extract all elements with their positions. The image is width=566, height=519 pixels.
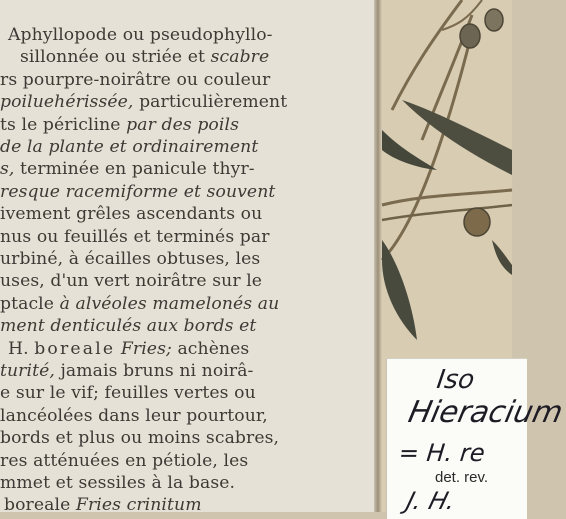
- book-text-segment: turité,: [0, 361, 55, 381]
- book-text-segment: sillonnée ou striée et: [20, 47, 211, 68]
- plant-stem: [382, 190, 512, 205]
- book-text-line: [4, 494, 202, 516]
- plant-leaf: [382, 130, 437, 170]
- book-text-segment: Fries crinitum: [75, 495, 202, 516]
- book-text-segment: lancéolées dans leur pourtour,: [0, 405, 268, 426]
- book-text-segment: rs pourpre-noirâtre ou couleur: [0, 69, 271, 90]
- book-text-line: [0, 158, 255, 180]
- book-text-segment: H.: [8, 338, 35, 359]
- book-text-line: [0, 270, 262, 292]
- book-text-line: [0, 181, 275, 203]
- book-text-segment: nus ou feuillés et terminés par: [0, 226, 270, 247]
- specimen-number: Iso: [434, 365, 477, 395]
- book-text-segment: terminée en panicule thyr-: [14, 159, 255, 180]
- book-text-segment: boreale: [34, 338, 116, 359]
- determiner-signature: J. H.: [403, 487, 459, 515]
- book-text-line: [0, 69, 270, 91]
- book-text-line: [0, 472, 235, 494]
- flower-head: [464, 208, 490, 236]
- specimen-genus: Hieracium: [405, 395, 566, 430]
- book-text-line: [0, 293, 279, 315]
- book-text-line: [8, 24, 273, 46]
- book-text-line: [0, 226, 270, 248]
- book-text-segment: particulièrement: [133, 92, 288, 113]
- book-text-line: [0, 315, 256, 337]
- book-text-segment: scabre: [210, 47, 270, 68]
- book-text-segment: bords et plus ou moins scabres,: [0, 428, 280, 449]
- book-text-segment: ivement grêles ascendants ou: [0, 204, 263, 225]
- book-text-line: [0, 360, 253, 382]
- book-text-segment: à alvéoles mamelonés au: [59, 293, 280, 314]
- page-fold: [374, 0, 382, 512]
- flower-head: [485, 9, 503, 31]
- book-text-line: [0, 427, 279, 449]
- book-text-segment: jamais bruns ni noirâ-: [54, 361, 254, 381]
- book-text-segment: ment denticulés aux bords et: [0, 316, 257, 337]
- plant-stem: [392, 0, 462, 110]
- book-text-line: [0, 382, 256, 404]
- book-text-segment: Aphyllopode ou pseudophyllo-: [8, 25, 273, 45]
- book-text-segment: e sur le vif; feuilles vertes ou: [0, 383, 256, 404]
- book-text-segment: mmet et sessiles à la base.: [0, 473, 236, 493]
- plant-leaf: [382, 240, 417, 340]
- book-text-line: [0, 114, 239, 136]
- book-text-line: [0, 136, 258, 158]
- book-text-segment: ptacle: [0, 293, 60, 314]
- book-text-line: [0, 91, 287, 113]
- book-text-segment: Fries;: [120, 338, 172, 359]
- book-text-segment: ts le péricline: [0, 114, 127, 135]
- book-text-segment: res atténuées en pétiole, les: [0, 450, 249, 471]
- specimen-species: = H. re: [397, 439, 487, 467]
- book-text-segment: poiluehérissée,: [0, 92, 134, 113]
- book-text-segment: achènes: [171, 338, 250, 359]
- book-text-line: [0, 450, 248, 472]
- det-rev-label: det. rev.: [435, 469, 489, 486]
- book-text-line: [8, 338, 249, 360]
- book-text-segment: de la plante et ordinairement: [0, 137, 259, 157]
- book-text-line: [0, 405, 268, 427]
- plant-stem: [382, 205, 512, 220]
- book-text-line: [0, 248, 260, 270]
- book-text-segment: urbiné, à écailles obtuses, les: [0, 249, 261, 269]
- book-text-segment: resque racemiforme et souvent: [0, 181, 276, 202]
- specimen-label-card: [386, 358, 566, 519]
- book-text-line: [0, 203, 262, 225]
- book-text-segment: boreale: [4, 495, 76, 516]
- book-text-segment: uses, d'un vert noirâtre sur le: [0, 271, 263, 292]
- flower-head: [460, 24, 480, 48]
- book-text-segment: par des poils: [126, 114, 239, 135]
- book-text-line: [20, 46, 269, 68]
- book-text-segment: s,: [0, 159, 15, 180]
- plant-leaf: [492, 240, 512, 275]
